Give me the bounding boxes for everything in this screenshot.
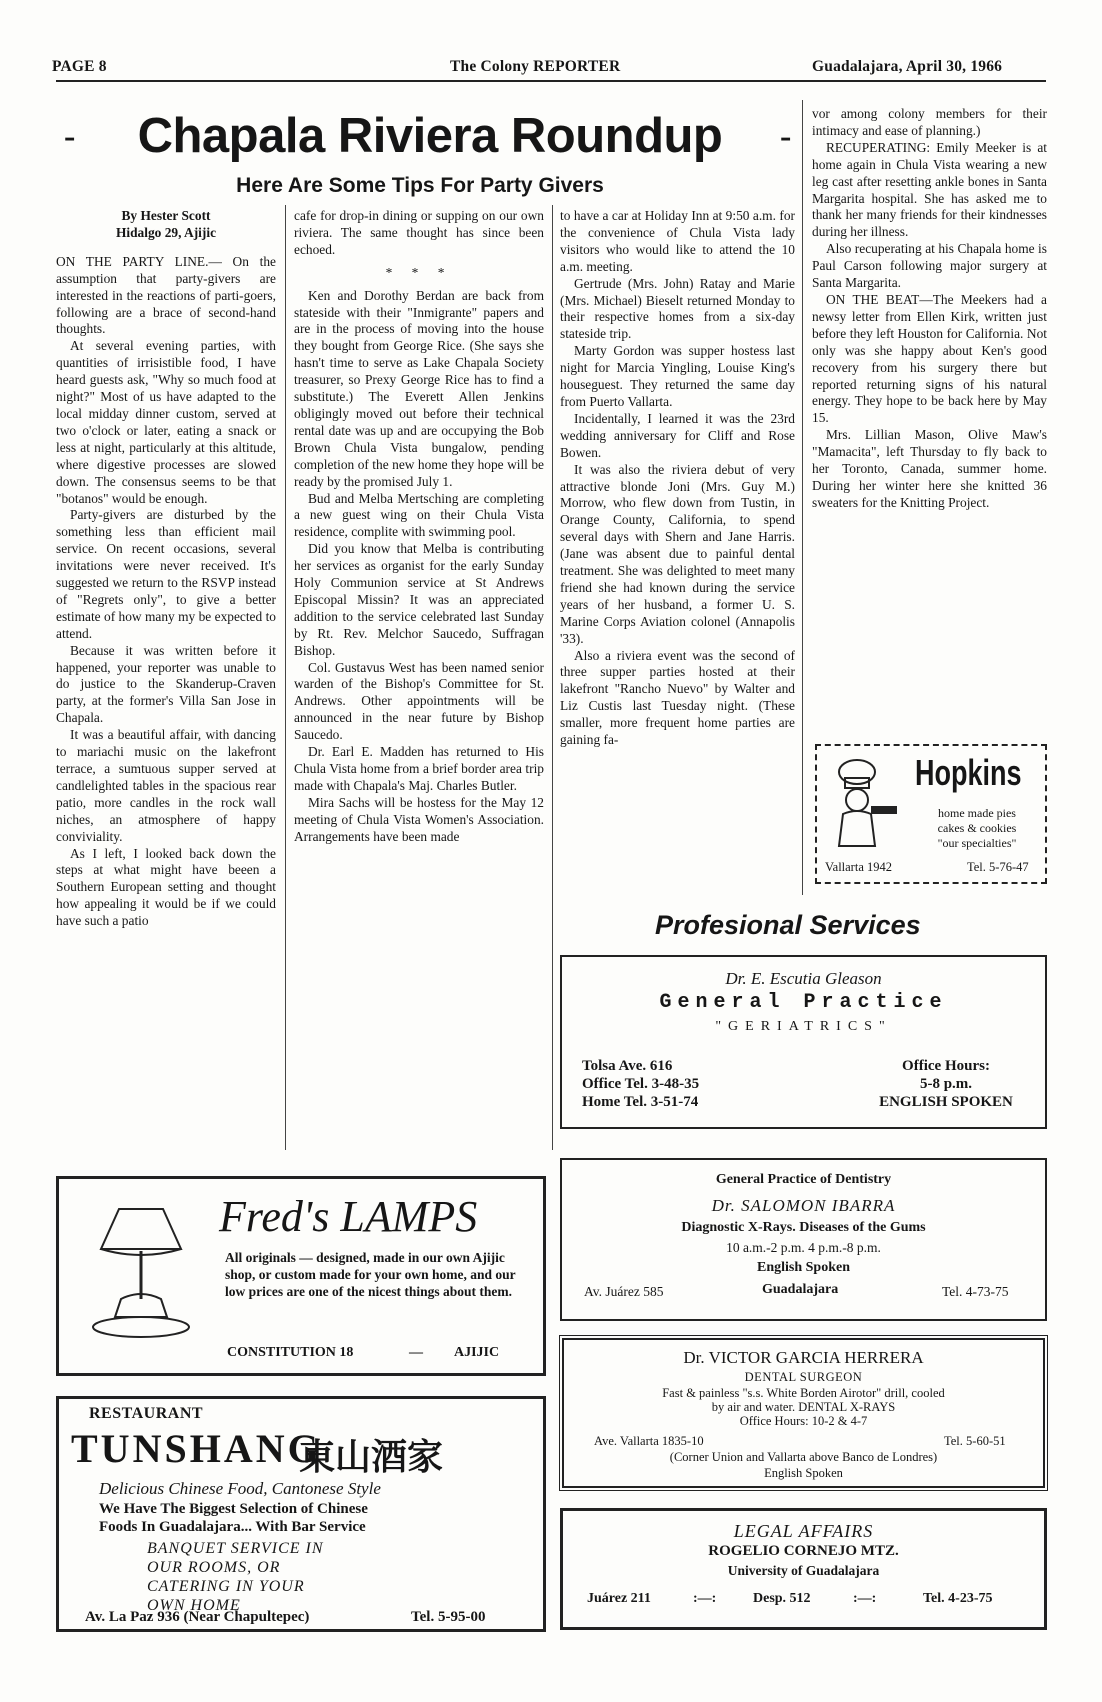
escutia-hours-value: 5-8 p.m. — [919, 1076, 973, 1092]
tunshang-service-line: OUR ROOMS, OR — [147, 1559, 281, 1576]
byline-address: Hidalgo 29, Ajijic — [115, 224, 217, 240]
escutia-addr-line: Tolsa Ave. 616 — [582, 1058, 673, 1074]
paragraph: to have a car at Holiday Inn at 9:50 a.m. for the convenience of Chula Vista lady visitors who would like to attend the 10 a.m. meeting. — [560, 208, 795, 274]
ibarra-city: Guadalajara — [762, 1282, 839, 1297]
hopkins-line: "our specialties" — [937, 836, 1017, 850]
freds-lamps-ad — [56, 1176, 546, 1376]
paragraph: Incidentally, I learned it was the 23rd wedding anniversary for Cliff and Rose Bowen. — [560, 410, 795, 460]
title-dash-right: - — [780, 118, 792, 155]
garcia-line2: by air and water. DENTAL X-RAYS — [711, 1400, 896, 1414]
title-dash-left: - — [64, 118, 76, 155]
paragraph: Gertrude (Mrs. John) Ratay and Marie (Mrs. Michael) Bieselt returned Monday to their respective homes from a six-day stateside trip. — [560, 275, 795, 342]
paragraph: Bud and Melba Mertsching are completing a new guest wing on their Chula Vista residence, complite with swimming pool. — [294, 490, 544, 540]
byline-author: By Hester Scott — [121, 208, 211, 223]
ibarra-line1: General Practice of Dentistry — [715, 1172, 892, 1187]
escutia-addr-line: Office Tel. 3-48-35 — [582, 1076, 700, 1092]
escutia-hours-label: Office Hours: — [902, 1058, 990, 1074]
garcia-tel: Tel. 5-60-51 — [944, 1434, 1006, 1448]
tunshang-service-line: BANQUET SERVICE IN — [147, 1540, 324, 1557]
legal-tel: Tel. 4-23-75 — [923, 1591, 993, 1606]
paragraph: Marty Gordon was supper hostess last night for Marcia Yingling, Louise King's houseguest. They returned the same day from Puerto Vallarta. — [560, 343, 795, 409]
escutia-english: ENGLISH SPOKEN — [879, 1094, 1013, 1110]
page-number: PAGE 8 — [52, 58, 107, 75]
freds-name: Fred's LAMPS — [219, 1192, 478, 1241]
paragraph: Because it was written before it happened, your reporter was unable to do justice to the Skanderup-Craven party, at the former's Villa San Jose in Chapala. — [56, 642, 276, 726]
hopkins-name: Hopkins — [915, 752, 1022, 793]
ibarra-ad — [560, 1158, 1047, 1321]
tunshang-address: Av. La Paz 936 (Near Chapultepec) — [85, 1609, 310, 1625]
hopkins-address: Vallarta 1942 — [825, 860, 892, 874]
escutia-specialty: General Practice — [659, 991, 948, 1014]
tunshang-services — [147, 1539, 324, 1615]
legal-heading: LEGAL AFFAIRS — [733, 1521, 874, 1541]
escutia-ad — [560, 955, 1047, 1129]
tunshang-ad — [56, 1396, 546, 1632]
paragraph: ON THE BEAT—The Meekers had a newsy letter from Ellen Kirk, written just before they left Houston for California. Not only was she happy about Ken's good recovery from his surgery there but reported returning signs of his natural energy. They hope to be back here by May 15. — [812, 291, 1047, 426]
paragraph: Party-givers are disturbed by the something less than efficient mail service. On recent occasions, several invitations were never received. It's suggested we return to the RSVP instead of "Regrets only", to give a better estimate of how many my be expected to attend. — [56, 507, 276, 641]
garcia-address: Ave. Vallarta 1835-10 — [594, 1434, 704, 1448]
paragraph: RECUPERATING: Emily Meeker is at home again in Chula Vista wearing a new leg cast after resetting ankle bones in Santa Margarita hospital. She has asked me to thank her many friends for their kindnesses during her illness. — [812, 139, 1047, 240]
paragraph: Also a riviera event was the second of three supper parties hosted at their lakefront "Rancho Nuevo" by Walter and Liz Custis last Tuesday night. (These smaller, more frequent home parties are gaining fa- — [560, 647, 795, 748]
column-divider — [552, 205, 553, 1150]
paragraph: Ken and Dorothy Berdan are back from stateside with their "Inmigrante" papers and are in the process of moving into the house they bought from George Rice. (She says she hasn't time to serve as Lake Chapala Society treasurer, so Prexy George Rice has to find a substitute.) The Everett Allen Jenkins obligingly moved out before their technical rental date was up and are occupying the Bob Brown Chula Vista bungalow, pending completion of the new home they hope will be ready by the promised July 1. — [294, 287, 544, 489]
article-column-4 — [812, 106, 1047, 724]
escutia-name: Dr. E. Escutia Gleason — [725, 969, 882, 988]
garcia-ad — [562, 1338, 1045, 1488]
garcia-corner: (Corner Union and Vallarta above Banco de Londres) — [669, 1450, 938, 1464]
paragraph: Also recuperating at his Chapala home is Paul Carson following major surgery at Santa Margarita. — [812, 241, 1047, 291]
legal-address: Juárez 211 — [587, 1591, 651, 1606]
paragraph: At several evening parties, with quantities of irrisistible food, I have heard guests ask, "Why so much food at night?" Most of us have adapted to the local midday dinner custom, served at two o'clock or later, eating a snack or less at night, particularly at this altitude, where digestive processes are slowed down. The consensus seems to be that "botanos" would be enough. — [56, 338, 276, 506]
tunshang-line1: We Have The Biggest Selection of Chinese — [99, 1501, 368, 1517]
legal-name: ROGELIO CORNEJO MTZ. — [708, 1543, 899, 1559]
hopkins-line: cakes & cookies — [937, 821, 1017, 835]
garcia-english: English Spoken — [764, 1466, 843, 1480]
ibarra-hours: 10 a.m.-2 p.m. 4 p.m.-8 p.m. — [726, 1240, 881, 1255]
hopkins-line: home made pies — [938, 806, 1016, 820]
paragraph: As I left, I looked back down the steps at what might have beeen a Southern European setting and thought how appealing it would be if we could have such a patio — [56, 845, 276, 929]
garcia-name: Dr. VICTOR GARCIA HERRERA — [683, 1348, 924, 1367]
tunshang-service-line: OWN HOME — [147, 1597, 241, 1614]
garcia-line1: Fast & painless "s.s. White Borden Airotor" drill, cooled — [662, 1386, 945, 1400]
hopkins-details — [913, 806, 1041, 851]
article-column-1 — [56, 208, 276, 1148]
garcia-title: DENTAL SURGEON — [744, 1370, 863, 1384]
freds-body: All originals — designed, made in our own Ajijic shop, or custom made for your own home, and our low prices are one of the nicest things about them. — [225, 1250, 516, 1299]
ibarra-tel: Tel. 4-73-75 — [942, 1284, 1009, 1299]
column-divider — [285, 205, 286, 1150]
legal-separator: :—: — [853, 1591, 877, 1606]
legal-affairs-ad — [560, 1508, 1047, 1630]
escutia-addr-line: Home Tel. 3-51-74 — [582, 1094, 699, 1110]
legal-university: University of Guadalajara — [727, 1563, 880, 1578]
escutia-sub: "GERIATRICS" — [715, 1019, 892, 1034]
newspaper-name: The Colony REPORTER — [450, 58, 621, 75]
dateline: Guadalajara, April 30, 1966 — [812, 58, 1003, 75]
paragraph: ON THE PARTY LINE.— On the assumption that party-givers are interested in the reactions of parti-goers, following are a brace of second-hand thoughts. — [56, 253, 276, 337]
ibarra-address: Av. Juárez 585 — [584, 1284, 664, 1299]
escutia-hours — [861, 1057, 1031, 1111]
legal-desp: Desp. 512 — [753, 1591, 811, 1606]
tunshang-service-line: CATERING IN YOUR — [147, 1578, 305, 1595]
column-divider — [802, 100, 803, 895]
paragraph: vor among colony members for their intimacy and ease of planning.) — [812, 106, 1047, 138]
paragraph: It was also the riviera debut of very attractive blonde Joni (Mrs. Guy M.) Morrow, who flew down from Tustin, in Orange County, California, to spend several days with Shern and Jane Harris. (Jane was absent due to painful dental treatment. She was delighted to meet many friend she had known during the service years of her husband, a former U. S. Marine Corps Aviation colonel (Annapolis '33). — [560, 461, 795, 646]
article-subtitle: Here Are Some Tips For Party Givers — [236, 174, 604, 197]
section-separator: * * * — [385, 264, 453, 280]
services-heading: Profesional Services — [655, 910, 921, 940]
ibarra-english: English Spoken — [757, 1260, 850, 1275]
hopkins-tel: Tel. 5-76-47 — [967, 860, 1029, 874]
ibarra-name: Dr. SALOMON IBARRA — [711, 1196, 896, 1215]
freds-separator: — — [409, 1345, 423, 1360]
paragraph: It was a beautiful affair, with dancing to mariachi music on the lakefront terrace, a sumtuous supper served at candlelighted tables in the spacious rear patio, more candles in the rock wall niches, an atmosphere of happy conviviality. — [56, 727, 276, 844]
tunshang-label: RESTAURANT — [89, 1405, 204, 1422]
tunshang-line2: Foods In Guadalajara... With Bar Service — [99, 1519, 366, 1535]
header-rule — [56, 80, 1046, 82]
freds-town: AJIJIC — [454, 1345, 500, 1360]
tunshang-chinese: 東山酒家 — [299, 1437, 444, 1477]
paragraph: Mira Sachs will be hostess for the May 12 meeting of Chula Vista Women's Association. Arrangements have been made — [294, 794, 544, 844]
ibarra-line3: Diagnostic X-Rays. Diseases of the Gums — [681, 1220, 926, 1235]
hopkins-ad — [815, 744, 1047, 884]
lamp-icon — [71, 1189, 211, 1349]
tunshang-tel: Tel. 5-95-00 — [411, 1609, 486, 1625]
paragraph: Mrs. Lillian Mason, Olive Maw's "Mamacita", left Thursday to fly back to her Toronto, Canada, summer home. During her winter here she knitted 36 sweaters for the Knitting Project. — [812, 427, 1047, 510]
escutia-address — [582, 1057, 699, 1111]
garcia-hours: Office Hours: 10-2 & 4-7 — [739, 1414, 868, 1428]
paragraph: Dr. Earl E. Madden has returned to His Chula Vista home from a brief border area trip made with Chapala's Maj. Charles Butler. — [294, 744, 544, 793]
legal-separator: :—: — [693, 1591, 717, 1606]
paragraph: cafe for drop-in dining or supping on our own riviera. The same thought has since been echoed. — [294, 208, 544, 257]
article-title: Chapala Riviera Roundup — [137, 109, 723, 163]
tunshang-name: TUNSHANG — [71, 1426, 322, 1471]
freds-address: CONSTITUTION 18 — [227, 1345, 354, 1360]
article-column-2 — [294, 208, 544, 1148]
paragraph: Col. Gustavus West has been named senior warden of the Bishop's Committee for St. Andrews. Other appointments will be announced in the near future by Bishop Saucedo. — [294, 659, 544, 743]
chef-icon — [823, 754, 903, 854]
tunshang-tagline: Delicious Chinese Food, Cantonese Style — [99, 1479, 381, 1498]
paragraph: Did you know that Melba is contributing her services as organist for the early Sunday Holy Communion service at St Andrews Episcopal Missin? It was an appreciated addition to the service celebrated last Sunday by Rt. Rev. Melchor Saucedo, Suffragan Bishop. — [294, 541, 544, 658]
article-column-3 — [560, 208, 795, 900]
